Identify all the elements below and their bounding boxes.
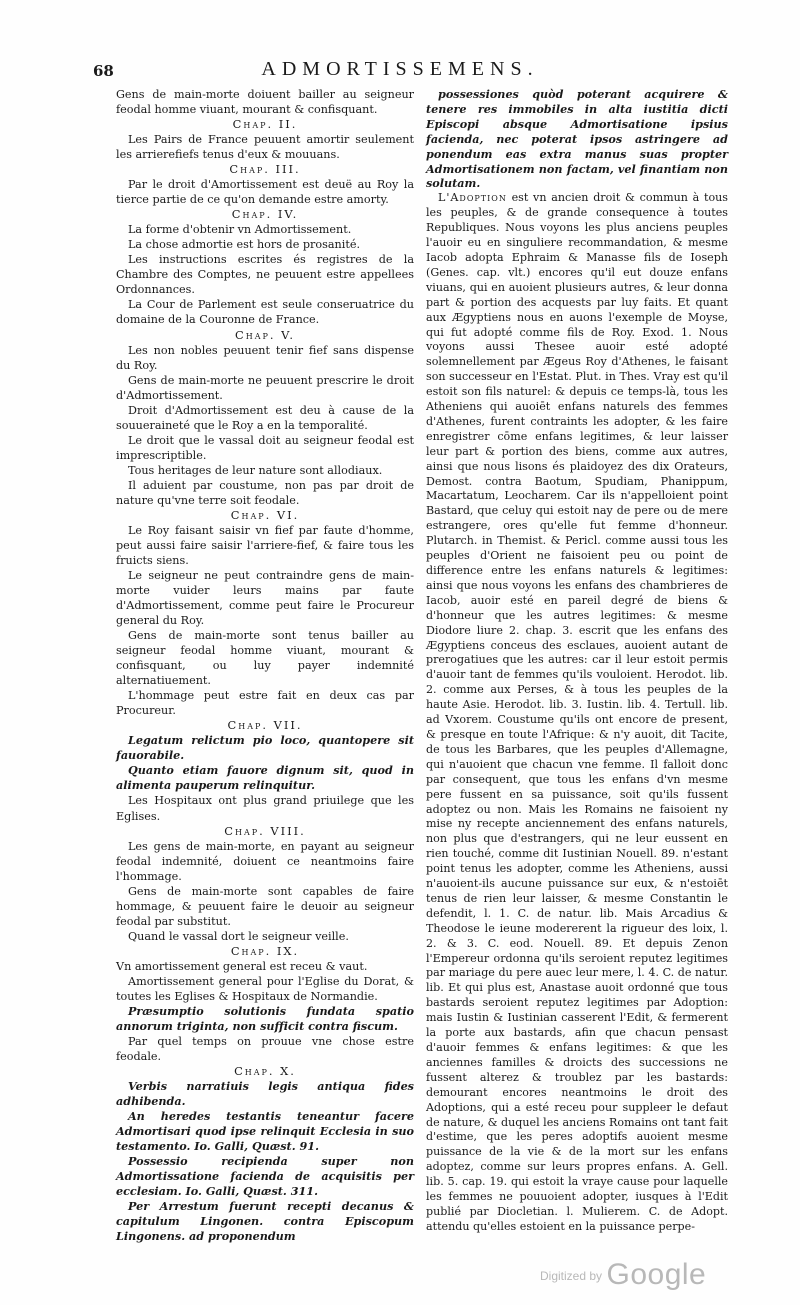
paragraph: L'hommage peut estre fait en deux cas par Procureur.	[116, 689, 414, 718]
paragraph: La forme d'obtenir vn Admortissement.	[128, 223, 352, 237]
paragraph-text: est vn ancien droit & commun à tous les peuples, & de grande consequence à toutes Republiques. Nous voyons les plus anciens peuples l'auoir eu en singuliere recommandation, & mesme Iacob adopta Ephraim & Manasse fils de Ioseph (Genes. cap. vlt.) encores qu'il eut douze enfans viuans, qui en auoient plusieurs autres, & leur donna part & portion des acquests par luy faits. Et quant aux Ægyptiens nous en auons l'exemple de Moyse, qui fut adopté comme fils de Roy. Exod. 1. Nous voyons aussi Thesee auoir esté adopté solemnellement par Ægeus Roy d'Athenes, le faisant son successeur en l'Estat. Plut. in Thes. Vray est qu'il estoit son fils naturel: & depuis ce temps-là, tous les Atheniens qui auoiēt enfans naturels des femmes d'Athenes, furent contraints les adopter, & les faire enregistrer cōme enfans legitimes, & leur laisser leur part & portion des biens, comme aux autres, ainsi que nous lisons és plaidoyez des dix Orateurs, Demost. contra Baotum, Spudiam, Phanippum, Macartatum, Leocharem. Car ils n'appelloient point Bastard, que celuy qui estoit nay de pere ou de mere estrangere, ores qu'elle fut femme d'honneur. Plutarch. in Themist. & Pericl. comme aussi tous les peuples d'Orient ne faisoient peu ou point de difference entre les enfans naturels & legitimes: ainsi que nous voyons les enfans des chambrieres de Iacob, auoir esté en pareil degré de biens & d'honneur que les autres legitimes: & mesme Diodore liure 2. chap. 3. escrit que les enfans des Ægyptiens conceus des esclaues, auoient autant de prerogatiues que les autres: car il leur estoit permis d'auoir tant de femmes qu'ils vouloient. Herodot. lib. 2. comme aux Perses, & à tous les peuples de la haute Asie. Herodot. lib. 3. Iustin. lib. 4. Tertull. lib. ad Vxorem. Coustume qu'ils ont encore de present, & presque en toute l'Afrique: & n'y auoit, dit Tacite, de tous les Barbares, que les peuples d'Allemagne, qui n'auoient que chacun vne femme. Il falloit donc par consequent, que tous les enfans d'vn mesme pere fussent en sa puissance, soit qu'ils fussent adoptez ou non. Mais les Romains ne faisoient ny mise ny recepte anciennement des enfans naturels, non plus que d'estrangers, qui ne leur eussent en rien touché, comme dit Iustinian Nouell. 89. n'estant point tenus les adopter, comme les Atheniens, aussi n'auoient-ils aucune puissance sur eux, & n'estoiēt tenus de rien leur laisser, & mesme Constantin le defendit, l. 1. C. de natur. lib. Mais Arcadius & Theodose le ieune modererent la rigueur des loix, l. 2. & 3. C. eod. Nouell. 89. Et depuis Zenon l'Empereur ordonna qu'ils seroient reputez legitimes par mariage du pere auec leur mere, l. 4. C. de natur. lib. Et qui plus est, Anastase auoit ordonné que tous bastards seroient reputez legitimes par Adoption: mais Iustin & Iustinian casserent l'Edit, & fermerent la porte aux bastards, afin que chacun pensast d'auoir femmes & enfans legitimes: & que les anciennes familles & droicts des successions ne fussent alterez & troublez par les bastards: demourant encores neantmoins le droit des Adoptions, qui a esté receu pour suppleer le defaut de nature, & duquel les anciens Romains ont tant fait d'estime, que les peres adoptifs auoient mesme puissance de la vie & de la mort sur les enfans adoptez, comme sur leurs propres enfans. A. Gell. lib. 5. cap. 19. qui estoit la vraye cause pour laquelle les femmes ne pouuoient adopter, iusques à l'Edit publié par Diocletian. l. Mulierem. C. de Adopt. attendu qu'elles estoient en la puissance perpe-	[426, 191, 728, 1233]
paragraph: Amortissement general pour l'Eglise du Dorat, & toutes les Eglises & Hospitaux de Normandie.	[116, 974, 414, 1003]
paragraph: Les non nobles peuuent tenir fief sans dispense du Roy.	[116, 343, 414, 372]
paragraph: Gens de main-morte ne peuuent prescrire le droit d'Admortissement.	[116, 373, 414, 402]
paragraph: Gens de main-morte sont tenus bailler au seigneur feodal homme viuant, mourant & confisquant, ou luy payer indemnité alternatiuement.	[116, 629, 414, 688]
google-logo: Google	[606, 1258, 707, 1291]
paragraph: Il aduient par coustume, non pas par droit de nature qu'vne terre soit feodale.	[116, 478, 414, 507]
digitized-by-google-watermark	[540, 1258, 706, 1292]
running-head: ADMORTISSEMENS.	[261, 58, 539, 80]
latin-maxim: Præsumptio solutionis fundata spatio annorum triginta, non sufficit contra fiscum.	[116, 1003, 414, 1033]
paragraph: Les Hospitaux ont plus grand priuilege que les Eglises.	[116, 794, 414, 823]
chapter-heading: Chap. VII.	[227, 718, 303, 733]
paragraph: Vn amortissement general est receu & vaut.	[116, 959, 368, 973]
digitized-by-label: Digitized by	[540, 1269, 603, 1283]
paragraph: Droit d'Admortissement est deu à cause de la souueraineté que le Roy a en la temporalité.	[116, 403, 414, 432]
latin-maxim: Per Arrestum fuerunt recepti decanus & capitulum Lingonen. contra Episcopum Lingonens. ad proponendum	[116, 1199, 414, 1244]
lead-word: L'Adoption	[438, 191, 507, 205]
paragraph: Le Roy faisant saisir vn fief par faute d'homme, peut aussi faire saisir l'arriere-fief, & faire tous les fruicts siens.	[116, 523, 414, 567]
chapter-heading: Chap. VI.	[230, 507, 300, 522]
paragraph: La Cour de Parlement est seule conseruatrice du domaine de la Couronne de France.	[116, 298, 414, 327]
paragraph: Tous heritages de leur nature sont allodiaux.	[128, 463, 383, 477]
paragraph: Le seigneur ne peut contraindre gens de main-morte vuider leurs mains par faute d'Admortissement, comme peut faire le Procureur general du Roy.	[116, 569, 414, 628]
latin-maxim: Quanto etiam fauore dignum sit, quod in alimenta pauperum relinquitur.	[116, 763, 414, 793]
paragraph: Gens de main-morte sont capables de faire hommage, & peuuent faire le deuoir au seigneur feodal par substitut.	[116, 884, 414, 928]
chapter-heading: Chap. III.	[229, 162, 301, 177]
latin-maxim: An heredes testantis teneantur facere Admortisari quod ipse relinquit Ecclesia in suo testamento. Io. Galli, Quæst. 91.	[116, 1109, 414, 1154]
paragraph	[426, 191, 728, 1234]
latin-maxim: possessiones quòd poterant acquirere & tenere res immobiles in alta iustitia dicti Episcopi absque Admortisatione ipsius facienda, nec poterat ipsos astringere ad ponendum eas extra manus suas propter Admortisationem non factam, vel finantiam non solutam.	[426, 87, 728, 191]
paragraph: Par quel temps on prouue vne chose estre feodale.	[116, 1034, 414, 1063]
right-column	[426, 87, 728, 1235]
paragraph: Le droit que le vassal doit au seigneur feodal est imprescriptible.	[116, 433, 414, 462]
left-column	[116, 87, 414, 1244]
chapter-heading: Chap. IV.	[231, 207, 299, 222]
paragraph: Les instructions escrites és registres de la Chambre des Comptes, ne peuuent estre appellees Ordonnances.	[116, 253, 414, 297]
paragraph: Les Pairs de France peuuent amortir seulement les arrierefiefs tenus d'eux & mouuans.	[116, 133, 414, 162]
paragraph: Quand le vassal dort le seigneur veille.	[128, 929, 349, 943]
page-number: 68	[93, 62, 114, 80]
paragraph: Les gens de main-morte, en payant au seigneur feodal indemnité, doiuent ce neantmoins faire l'hommage.	[116, 839, 414, 883]
chapter-heading: Chap. VIII.	[224, 823, 306, 838]
chapter-heading: Chap. II.	[232, 117, 298, 132]
latin-maxim: Possessio recipienda super non Admortissatione facienda de acquisitis per ecclesiam. Io. Galli, Quæst. 311.	[116, 1154, 414, 1199]
chapter-heading: Chap. X.	[234, 1064, 296, 1079]
latin-maxim: Verbis narratiuis legis antiqua fides adhibenda.	[116, 1079, 414, 1109]
chapter-heading: Chap. IX.	[230, 943, 300, 958]
latin-maxim: Legatum relictum pio loco, quantopere sit fauorabile.	[116, 733, 414, 763]
paragraph: Gens de main-morte doiuent bailler au seigneur feodal homme viuant, mourant & confisquant.	[116, 88, 414, 117]
paragraph: Par le droit d'Amortissement est deuë au Roy la tierce partie de ce qu'on demande estre amorty.	[116, 178, 414, 207]
chapter-heading: Chap. V.	[235, 327, 295, 342]
paragraph: La chose admortie est hors de prosanité.	[128, 238, 361, 252]
